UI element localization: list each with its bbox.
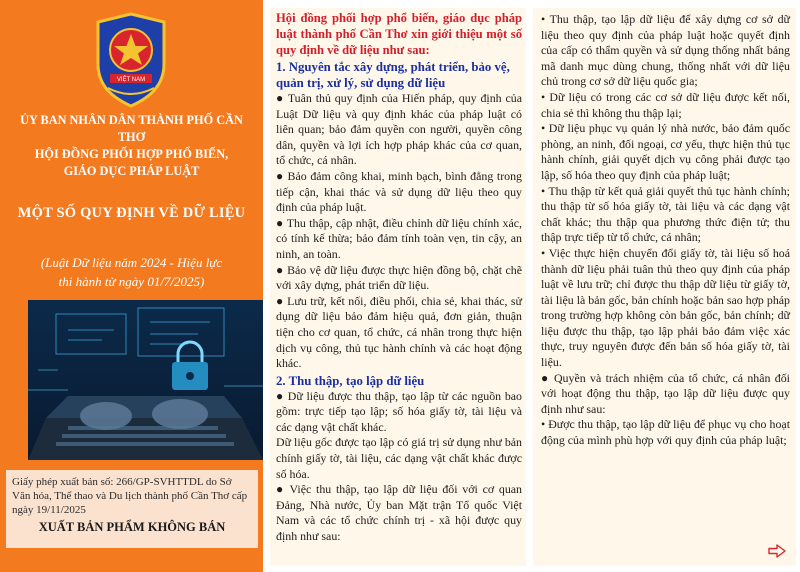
list-item — [276, 169, 522, 216]
list-item-text: Dữ liệu có trong các cơ sở dữ liệu được kết nối, chia sẻ thì không thu thập lại; — [541, 89, 790, 120]
bullet-icon: ● — [276, 91, 285, 105]
list-item-text: Quyền và trách nhiệm của tổ chức, cá nhân đối với hoạt động thu thập, tạo lập dữ liệu được quy định như sau: — [541, 370, 790, 416]
list-item-text: Việc thu thập, tạo lập dữ liệu đối với cơ quan Đảng, Nhà nước, Ủy ban Mặt trận Tổ quốc Việt Nam và các tổ chức chính trị - xã hội được quy định như sau: — [276, 482, 522, 544]
bullet-icon: ● — [541, 370, 550, 385]
list-item — [276, 91, 522, 169]
agency-line: GIÁO DỤC PHÁP LUẬT — [63, 164, 200, 178]
list-item-text: Thu thập, tạo lập dữ liệu để xây dựng cơ sở dữ liệu theo quy định của pháp luật hoặc quyết định của cấp có thẩm quyền và sử dụng thống nhất bảng mã danh mục dùng chung, thống nhất với dữ liệu chủ trong cơ sở dữ liệu quốc gia; — [541, 12, 790, 89]
sub-list-item — [541, 184, 790, 246]
intro-text: Hội đồng phối hợp phổ biến, giáo dục pháp luật thành phố Cần Thơ xin giới thiệu một số quy định về dữ liệu như sau: — [276, 11, 522, 57]
license-text: Giấy phép xuất bản số: 266/GP-SVHTTDL do Sở Văn hóa, Thể thao và Du lịch thành phố Cần Thơ cấp ngày 19/11/2025 — [12, 476, 248, 516]
cyber-security-illustration — [28, 300, 263, 460]
list-item — [276, 389, 522, 436]
sub-bullet-icon: • — [541, 183, 546, 198]
next-arrow-icon[interactable] — [768, 544, 786, 558]
emblem-text: VIỆT NAM — [116, 77, 146, 83]
issuing-agency — [6, 112, 257, 180]
paragraph: Dữ liệu gốc được tạo lập có giá trị sử dụng như bản chính giấy tờ, tài liệu, các dạng vật chất khác được số hóa. — [276, 435, 522, 481]
agency-line: ỦY BAN NHÂN DÂN THÀNH PHỐ CẦN THƠ — [20, 113, 243, 144]
content-column-right — [533, 8, 796, 566]
sub-list-item — [541, 12, 790, 90]
sub-bullet-icon: • — [541, 12, 546, 26]
sub-list-item — [541, 90, 790, 121]
list-item-text: Dữ liệu được thu thập, tạo lập từ các nguồn bao gồm: trực tiếp tạo lập; số hóa giấy tờ, tài liệu và các dạng vật chất khác. — [276, 388, 523, 434]
sub-bullet-icon: • — [541, 417, 546, 432]
list-item — [541, 371, 790, 418]
sub-list-item — [541, 121, 790, 183]
sub-list-item — [541, 417, 790, 448]
procuracy-emblem-icon — [94, 12, 168, 108]
sub-bullet-icon: • — [541, 245, 546, 260]
sub-list-item — [541, 246, 790, 371]
content-column-middle — [270, 8, 526, 566]
section-heading-collection: 2. Thu thập, tạo lập dữ liệu — [276, 373, 425, 388]
list-item — [276, 482, 522, 544]
list-item-text: Được thu thập, tạo lập dữ liệu để phục vụ cho hoạt động của mình phù hợp với quy định của pháp luật; — [541, 417, 790, 448]
list-item-text: Bảo vệ dữ liệu được thực hiện đồng bộ, chặt chẽ với xây dựng, phát triển dữ liệu. — [276, 262, 523, 293]
bullet-icon: ● — [276, 168, 284, 183]
subtitle-line: thi hành từ ngày 01/7/2025) — [58, 274, 205, 289]
section-heading-principles: 1. Nguyên tắc xây dựng, phát triển, bảo vệ, quản trị, xử lý, sử dụng dữ liệu — [276, 60, 510, 90]
agency-line: HỘI ĐỒNG PHỐI HỢP PHỔ BIẾN, — [34, 147, 229, 161]
subtitle-line: (Luật Dữ liệu năm 2024 - Hiệu lực — [40, 255, 223, 270]
sub-bullet-icon: • — [541, 121, 546, 136]
not-for-sale-label: XUẤT BẢN PHẨM KHÔNG BÁN — [38, 520, 226, 534]
document-subtitle — [10, 253, 253, 291]
list-item-text: Bảo đảm công khai, minh bạch, bình đẳng trong tiếp cận, khai thác và sử dụng dữ liệu theo quy định của pháp luật. — [276, 168, 522, 215]
cover-panel — [0, 0, 263, 572]
sub-bullet-icon: • — [541, 89, 546, 104]
list-item — [276, 263, 522, 294]
bullet-icon: ● — [276, 388, 285, 403]
document-title: MỘT SỐ QUY ĐỊNH VỀ DỮ LIỆU — [17, 205, 246, 221]
bullet-icon: ● — [276, 482, 286, 497]
bullet-icon: ● — [276, 215, 284, 230]
bullet-icon: ● — [276, 262, 284, 277]
list-item — [276, 294, 522, 372]
list-item-text: Thu thập, cập nhật, điều chỉnh dữ liệu chính xác, có tính kế thừa; bảo đảm tính toàn vẹn, tin cậy, an ninh, an toàn. — [276, 215, 522, 261]
list-item-text: Tuân thủ quy định của Hiến pháp, quy định của Luật Dữ liệu và quy định khác của pháp luật có liên quan; bảo đảm quyền con người, quyền công dân, quyền và lợi ích hợp pháp khác của cơ quan, tổ chức, cá nhân. — [276, 91, 522, 168]
bullet-icon: ● — [276, 293, 284, 308]
publication-license-box — [6, 470, 258, 548]
list-item — [276, 216, 522, 263]
list-item-text: Việc thực hiện chuyển đổi giấy tờ, tài liệu số hoá thành dữ liệu phải tuân thủ theo quy định của pháp luật về lưu trữ; chỉ được thu thập dữ liệu từ giấy tờ, tài liệu là bản gốc, bản chính hoặc bản sao hợp pháp trong trường hợp không còn bản gốc, bản chính; dữ liệu được thu thập, tạo lập phải bảo đảm việc xác thực, truy nguyên được đến bản số hóa giấy tờ, tài liệu. — [541, 245, 790, 370]
list-item-text: Lưu trữ, kết nối, điều phối, chia sẻ, khai thác, sử dụng dữ liệu bảo đảm hiệu quả, đơn giản, thuận tiện cho cơ quan, tổ chức, cá nhân trong thực hiện dịch vụ công, thủ tục hành chính và các hoạt động khác. — [276, 293, 522, 371]
list-item-text: Dữ liệu phục vụ quản lý nhà nước, bảo đảm quốc phòng, an ninh, đối ngoại, cơ yếu, thực hiện thủ tục hành chính, giải quyết dịch vụ công phải được tạo lập, số hóa theo quy định của pháp luật; — [541, 121, 790, 182]
list-item-text: Thu thập từ kết quả giải quyết thủ tục hành chính; thu thập từ số hóa giấy tờ, tài liệu và các dạng vật chất khác; thu thập qua phương thức điện tử; thu thập trực tiếp từ tổ chức, cá nhân; — [541, 183, 790, 245]
